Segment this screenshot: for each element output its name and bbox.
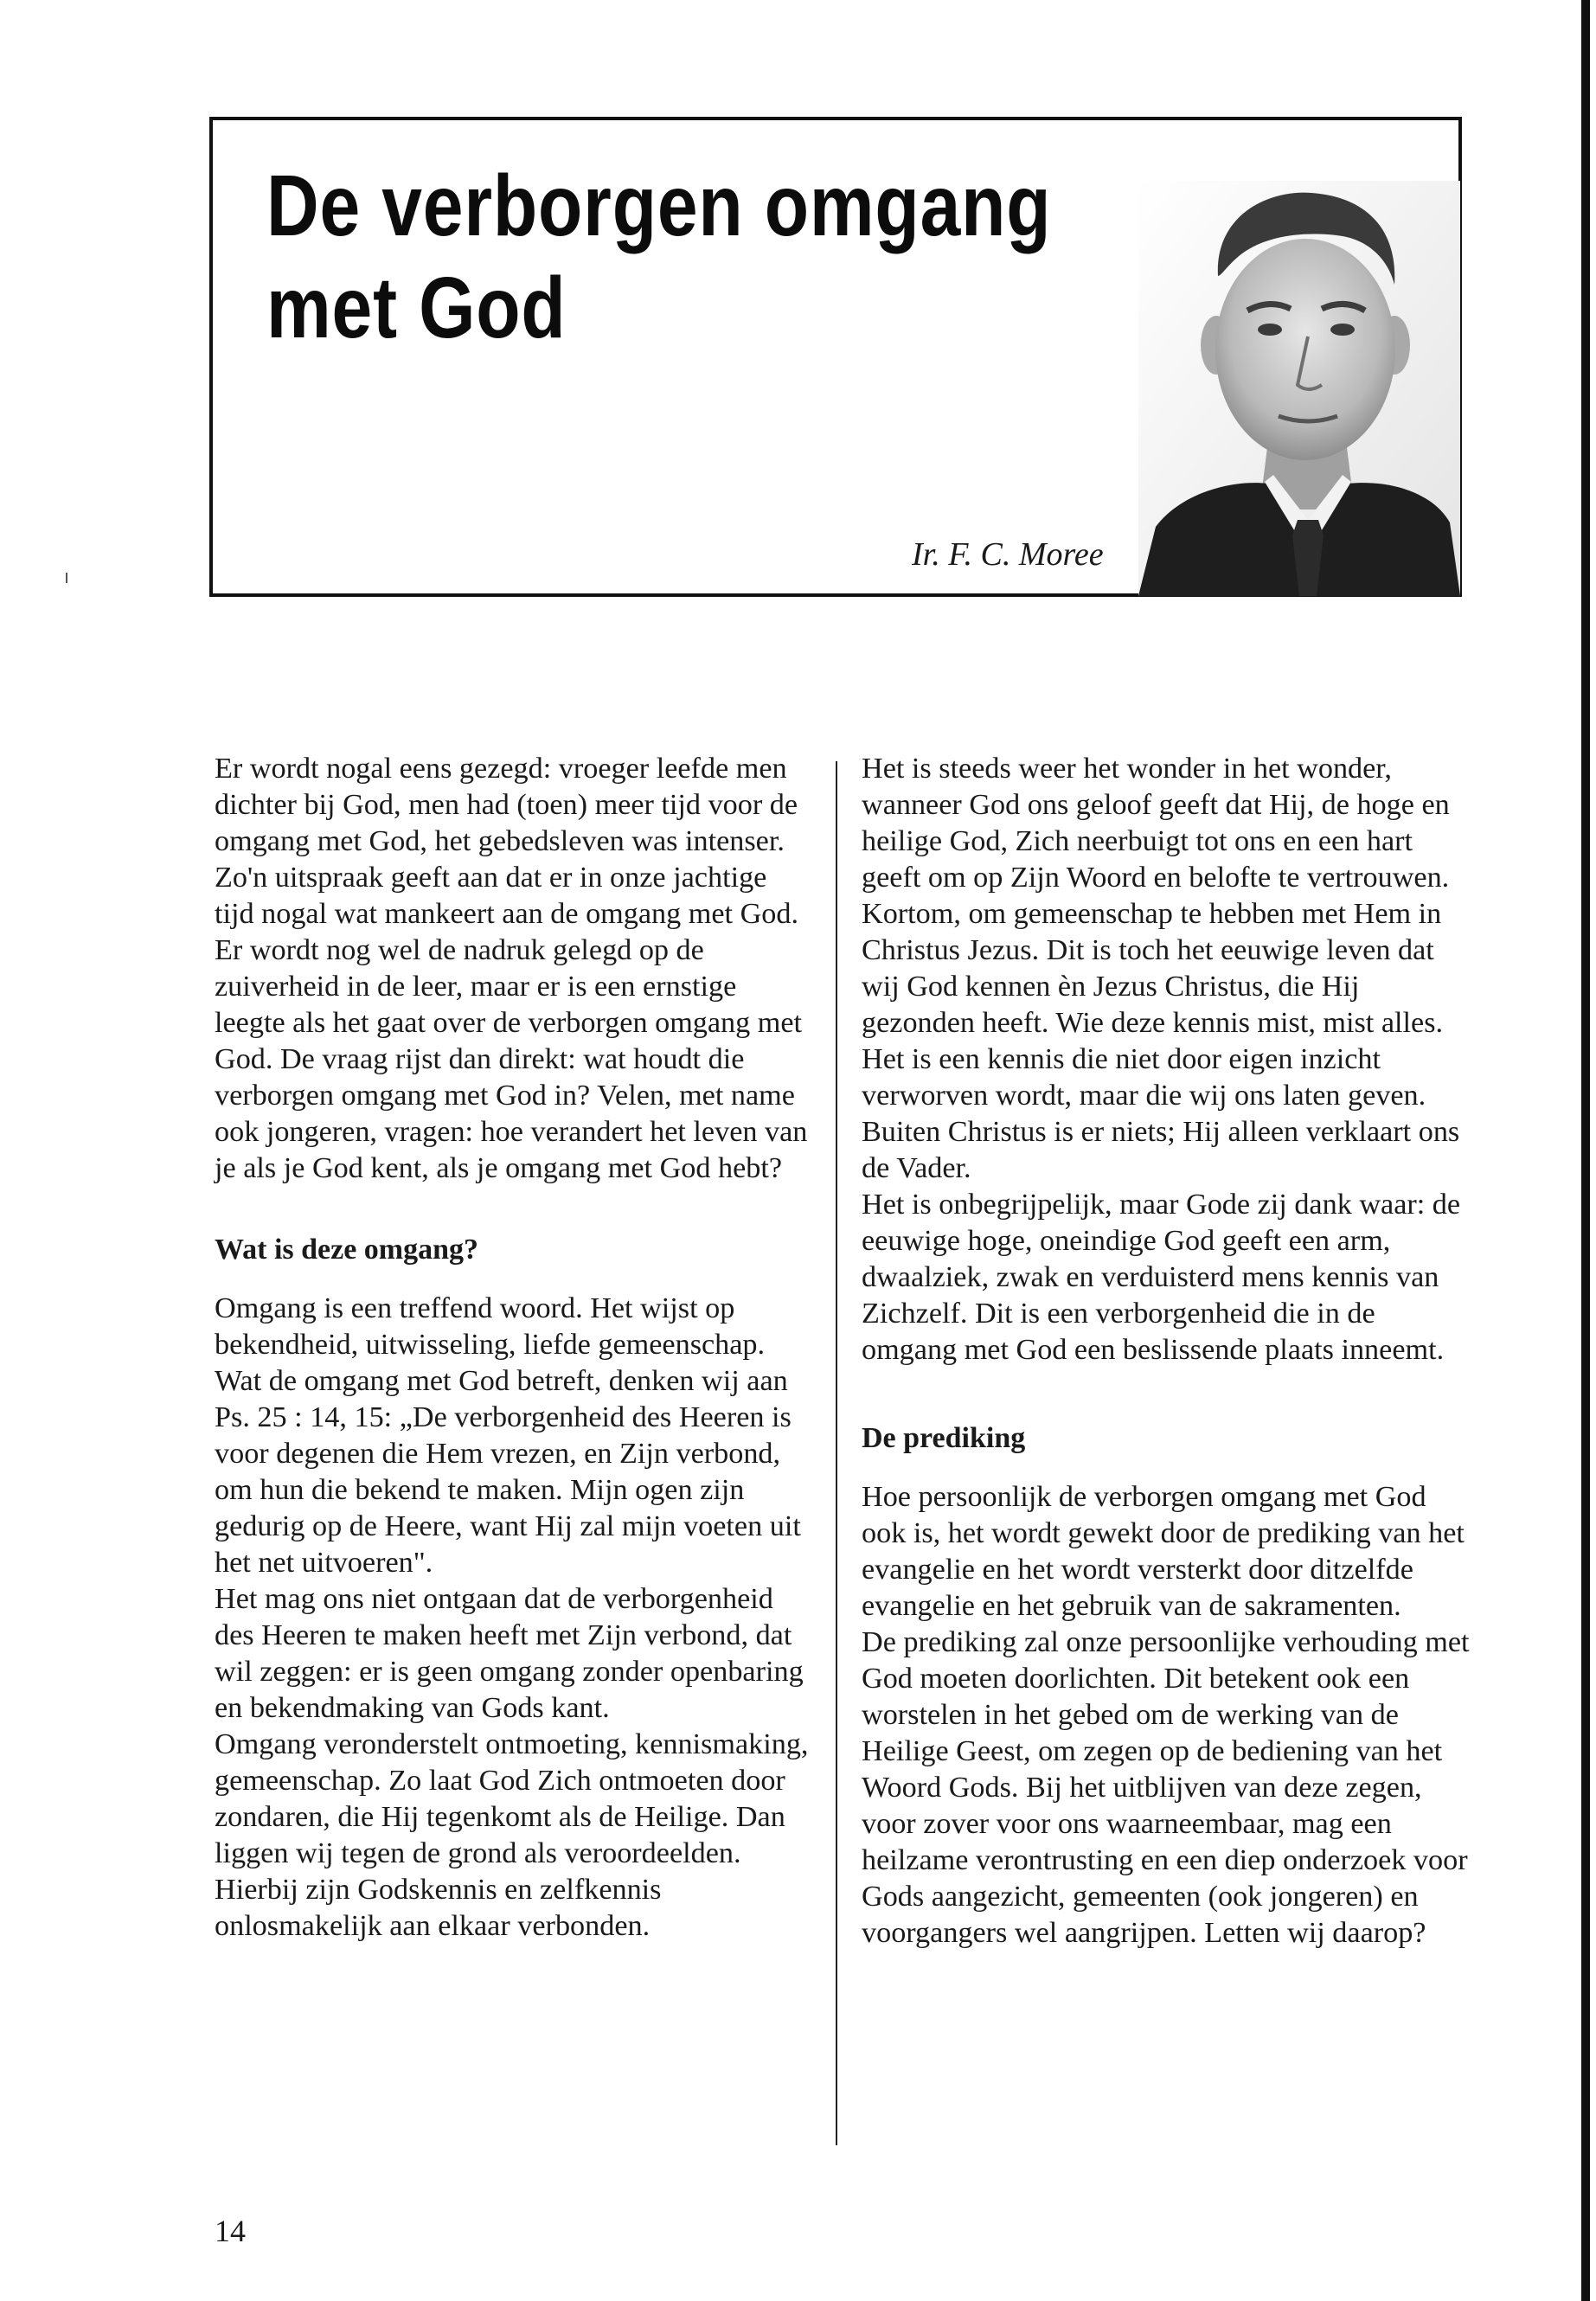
article-header (209, 117, 1462, 597)
paragraph: Het is onbegrijpelijk, maar Gode zij dank waar: de eeuwige hoge, oneindige God geeft een arm, dwaalziek, zwak en verduisterd mens kennis van Zichzelf. Dit is een verborgenheid die in de omgang met God een beslissende plaats inneemt. (862, 1189, 1461, 1366)
paragraph: Hoe persoonlijk de verborgen omgang met God ook is, het wordt gewekt door de prediking van het evangelie en het wordt versterkt door ditzelfde evangelie en het gebruik van de sakramenten. (862, 1481, 1465, 1622)
paragraph: Omgang veronderstelt ontmoeting, kennismaking, gemeenschap. Zo laat God Zich ontmoeten door zondaren, die Hij tegenkomt als de Heilige. Dan liggen wij tegen de grond als veroordeelden. Hierbij zijn Godskennis en zelfkennis onlosmakelijk aan elkaar verbonden. (215, 1728, 809, 1942)
left-column (215, 751, 811, 1945)
author-byline: Ir. F. C. Moree (912, 536, 1104, 573)
paragraph: Het mag ons niet ontgaan dat de verborgenheid des Heeren te maken heeft met Zijn verbond, dat wil zeggen: er is geen omgang zonder openbaring en bekendmaking van Gods kant. (215, 1583, 804, 1724)
title-line-1: De verborgen omgang (266, 157, 1052, 254)
intro-paragraph: Er wordt nogal eens gezegd: vroeger leefde men dichter bij God, men had (toen) meer tijd voor de omgang met God, het gebedsleven was intenser. Zo'n uitspraak geeft aan dat er in onze jachtige tijd nogal wat mankeert aan de omgang met God. Er wordt nog wel de nadruk gelegd op de zuiverheid in de leer, maar er is een ernstige leegte als het gaat over de verborgen omgang met God. De vraag rijst dan direkt: wat houdt die verborgen omgang met God in? Velen, met name ook jongeren, vragen: hoe verandert het leven van je als je God kent, als je omgang met God hebt? (215, 753, 808, 1184)
paragraph: De prediking zal onze persoonlijke verhouding met God moeten doorlichten. Dit betekent ook een worstelen in het gebed om de werking van de Heilige Geest, om zegen op de bediening van het Woord Gods. Bij het uitblijven van deze zegen, voor zover voor ons waarneembaar, mag een heilzame verontrusting en een diep onderzoek voor Gods aangezicht, gemeenten (ook jongeren) en voorgangers wel aangrijpen. Letten wij daarop? (862, 1626, 1470, 1949)
author-portrait (1138, 181, 1460, 596)
section-heading-omgang: Wat is deze omgang? (215, 1234, 479, 1266)
article-title (266, 155, 1051, 359)
right-column (862, 751, 1471, 1952)
page-edge-rule (1581, 0, 1590, 2301)
page-number: 14 (215, 2214, 246, 2248)
scan-mark (66, 573, 67, 583)
paragraph: Omgang is een treffend woord. Het wijst op bekendheid, uitwisseling, liefde gemeenschap. Wat de omgang met God betreft, denken wij aan Ps. 25 : 14, 15: „De verborgenheid des Heeren is voor degenen die Hem vrezen, en Zijn verbond, om hun die bekend te maken. Mijn ogen zijn gedurig op de Heere, want Hij zal mijn voeten uit het net uitvoeren". (215, 1292, 801, 1579)
paragraph: Het is steeds weer het wonder in het wonder, wanneer God ons geloof geeft dat Hij, de hoge en heilige God, Zich neerbuigt tot ons en een hart geeft om op Zijn Woord en belofte te vertrouwen. Kortom, om gemeenschap te hebben met Hem in Christus Jezus. Dit is toch het eeuwige leven dat wij God kennen èn Jezus Christus, die Hij gezonden heeft. Wie deze kennis mist, mist alles. Het is een kennis die niet door eigen inzicht verworven wordt, maar die wij ons laten geven. Buiten Christus is er niets; Hij alleen verklaart ons de Vader. (862, 753, 1460, 1184)
section-heading-prediking: De prediking (862, 1422, 1026, 1454)
column-divider (836, 761, 837, 2145)
title-line-2: met God (266, 260, 567, 356)
